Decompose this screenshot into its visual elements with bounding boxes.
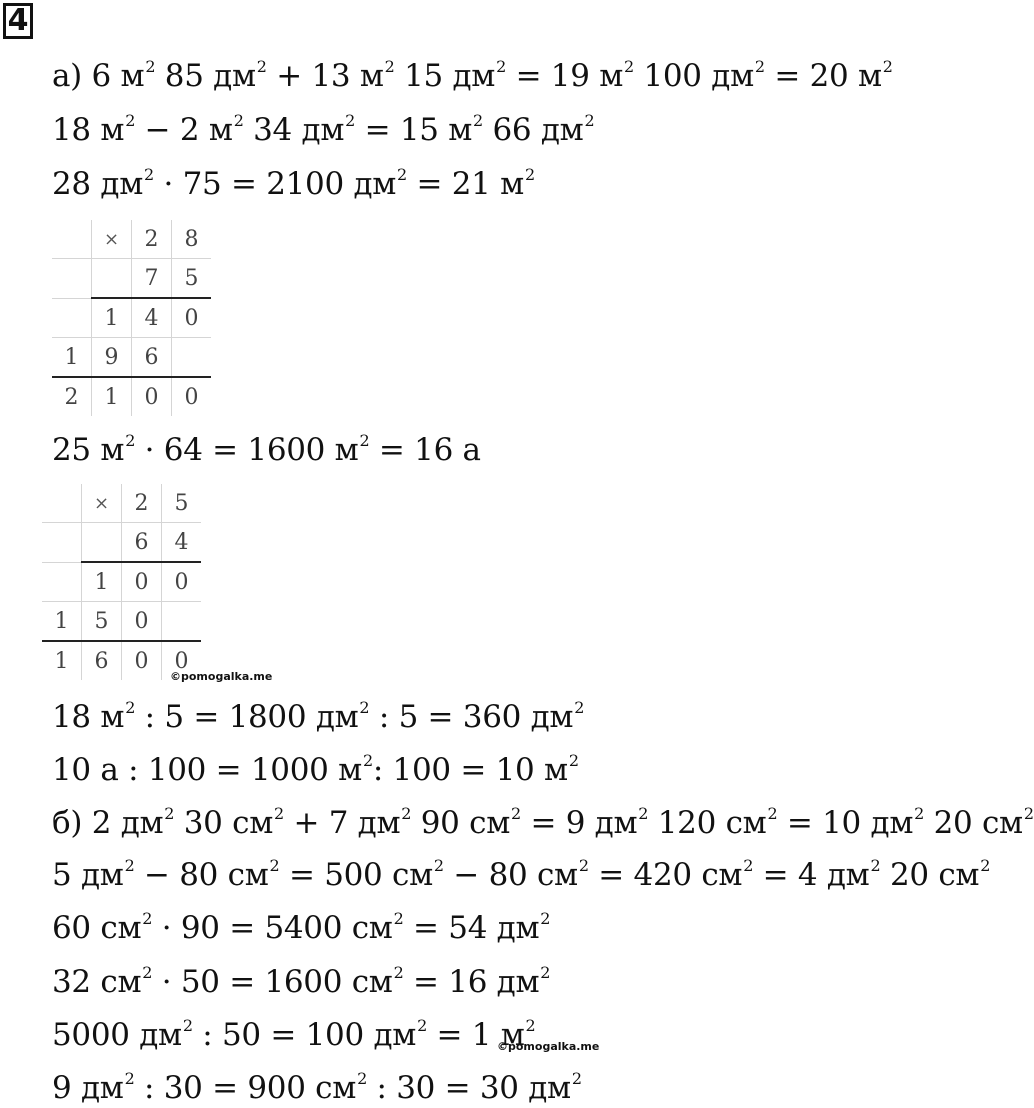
exponent: 2 (571, 1069, 582, 1088)
exponent: 2 (125, 431, 136, 450)
equation-line-a-3 (52, 164, 535, 204)
grid-digit-cell: 2 (52, 377, 92, 416)
exponent: 2 (144, 165, 154, 184)
grid-digit-cell: 4 (162, 523, 202, 563)
grid-digit-cell: 1 (92, 298, 132, 338)
exponent: 2 (767, 804, 778, 823)
exponent: 2 (417, 1016, 427, 1035)
exponent: 2 (578, 856, 589, 875)
equation-line-b-4 (52, 962, 550, 1002)
expression-text: 5000 дм (52, 1017, 182, 1053)
grid-digit-cell (52, 298, 92, 338)
expression-text: 10 а : 100 = 1000 м (52, 752, 362, 788)
exponent: 2 (182, 1016, 193, 1035)
exponent: 2 (584, 111, 595, 130)
exponent: 2 (362, 751, 373, 770)
expression-text: = 19 м (506, 58, 624, 94)
expression-text: = 4 дм (753, 857, 870, 893)
exponent: 2 (269, 856, 280, 875)
expression-text: = 54 дм (403, 910, 540, 946)
expression-text: : 30 = 900 см (134, 1070, 357, 1106)
exponent: 2 (393, 963, 404, 982)
expression-text: = 16 дм (403, 964, 540, 1000)
multiplication-grid-25x64 (42, 484, 201, 680)
expression-text: 5 дм (52, 857, 124, 893)
grid-digit-cell (42, 562, 82, 602)
grid-digit-cell: 1 (92, 377, 132, 416)
expression-text: − 80 см (443, 857, 578, 893)
equation-line-b-3 (52, 908, 550, 948)
grid-digit-cell: 7 (132, 259, 172, 299)
exponent: 2 (870, 856, 881, 875)
exponent: 2 (540, 963, 551, 982)
grid-digit-cell: 0 (172, 377, 212, 416)
exponent: 2 (256, 57, 267, 76)
expression-text: : 100 = 10 м (372, 752, 568, 788)
exponent: 2 (359, 431, 370, 450)
grid-digit-cell (52, 220, 92, 259)
grid-digit-cell: 2 (132, 220, 172, 259)
grid-digit-cell (92, 259, 132, 299)
exponent: 2 (525, 1016, 536, 1035)
multiplication-grid-28x75 (52, 220, 211, 416)
grid-digit-cell (172, 338, 212, 378)
grid-digit-cell: 1 (42, 641, 82, 680)
grid-digit-cell: 0 (132, 377, 172, 416)
equation-line-b-1 (52, 803, 1034, 843)
expression-text: 28 дм (52, 166, 144, 202)
expression-text: − 2 м (135, 112, 233, 148)
grid-digit-cell (52, 259, 92, 299)
exponent: 2 (574, 698, 585, 717)
exponent: 2 (124, 1069, 135, 1088)
expression-text: = 20 м (764, 58, 882, 94)
expression-text: 120 см (648, 805, 767, 841)
expression-text: : 30 = 30 дм (366, 1070, 571, 1106)
exponent: 2 (568, 751, 579, 770)
expression-text: а) 6 м (52, 58, 145, 94)
grid-digit-cell: 0 (172, 298, 212, 338)
expression-text: · 50 = 1600 см (152, 964, 393, 1000)
exponent: 2 (754, 57, 765, 76)
expression-text: 60 см (52, 910, 142, 946)
grid-digit-cell: 1 (82, 562, 122, 602)
expression-text: 30 см (174, 805, 274, 841)
exponent: 2 (357, 1069, 367, 1088)
equation-line-a-4 (52, 430, 481, 470)
expression-text: 9 дм (52, 1070, 124, 1106)
expression-text: 34 дм (243, 112, 345, 148)
grid-digit-cell: 6 (122, 523, 162, 563)
equation-line-b-5 (52, 1015, 535, 1055)
expression-text: 25 м (52, 432, 125, 468)
exponent: 2 (142, 963, 153, 982)
grid-digit-cell: 5 (162, 484, 202, 523)
expression-text: = 9 дм (520, 805, 638, 841)
multiply-sign: × (82, 484, 122, 523)
grid-digit-cell: 2 (122, 484, 162, 523)
grid-digit-cell (42, 484, 82, 523)
exponent: 2 (1023, 804, 1034, 823)
expression-text: + 13 м (266, 58, 384, 94)
grid-digit-cell (162, 602, 202, 642)
expression-text: 18 м (52, 699, 125, 735)
exponent: 2 (142, 909, 153, 928)
exponent: 2 (496, 57, 507, 76)
grid-digit-cell: 0 (162, 641, 202, 680)
expression-text: = 10 дм (777, 805, 914, 841)
exponent: 2 (345, 111, 356, 130)
grid-digit-cell: 6 (82, 641, 122, 680)
exponent: 2 (401, 804, 412, 823)
grid-digit-cell: 1 (52, 338, 92, 378)
grid-digit-cell: 6 (132, 338, 172, 378)
grid-digit-cell: 1 (42, 602, 82, 642)
equation-line-a-2 (52, 110, 594, 150)
expression-text: = 21 м (406, 166, 524, 202)
exponent: 2 (914, 804, 925, 823)
grid-digit-cell: 0 (162, 562, 202, 602)
expression-text: 20 см (924, 805, 1023, 841)
grid-digit-cell: 9 (92, 338, 132, 378)
equation-line-a-5 (52, 697, 584, 737)
equation-line-b-2 (52, 855, 990, 895)
expression-text: · 75 = 2100 дм (153, 166, 397, 202)
expression-text: − 80 см (134, 857, 269, 893)
expression-text: + 7 дм (283, 805, 401, 841)
exponent: 2 (882, 57, 893, 76)
exponent: 2 (393, 909, 404, 928)
task-number-box: 4 (3, 3, 33, 39)
expression-text: = 500 см (279, 857, 433, 893)
expression-text: 20 см (880, 857, 980, 893)
exponent: 2 (433, 856, 444, 875)
exponent: 2 (124, 856, 135, 875)
expression-text: = 16 а (369, 432, 481, 468)
exponent: 2 (164, 804, 175, 823)
expression-text: = 15 м (355, 112, 473, 148)
grid-digit-cell (42, 523, 82, 563)
equation-line-a-6 (52, 750, 579, 790)
grid-digit-cell: 0 (122, 562, 162, 602)
exponent: 2 (359, 698, 370, 717)
expression-text: 85 дм (155, 58, 256, 94)
expression-text: 15 дм (394, 58, 496, 94)
expression-text: б) 2 дм (52, 805, 164, 841)
exponent: 2 (384, 57, 395, 76)
grid-digit-cell: 0 (122, 641, 162, 680)
grid-digit-cell: 8 (172, 220, 212, 259)
exponent: 2 (624, 57, 634, 76)
exponent: 2 (638, 804, 649, 823)
grid-digit-cell: 4 (132, 298, 172, 338)
expression-text: · 90 = 5400 см (152, 910, 393, 946)
grid-digit-cell: 0 (122, 602, 162, 642)
exponent: 2 (473, 111, 483, 130)
exponent: 2 (125, 698, 136, 717)
expression-text: · 64 = 1600 м (135, 432, 359, 468)
expression-text: 18 м (52, 112, 125, 148)
expression-text: 100 дм (633, 58, 754, 94)
exponent: 2 (980, 856, 991, 875)
exponent: 2 (511, 804, 521, 823)
exponent: 2 (125, 111, 136, 130)
watermark: ©pomogalka.me (170, 670, 273, 683)
exponent: 2 (524, 165, 535, 184)
expression-text: = 420 см (588, 857, 743, 893)
expression-text: 66 дм (482, 112, 584, 148)
expression-text: = 1 м (426, 1017, 525, 1053)
multiply-sign: × (92, 220, 132, 259)
expression-text: : 5 = 360 дм (369, 699, 574, 735)
expression-text: : 5 = 1800 дм (135, 699, 359, 735)
watermark-2: ©pomogalka.me (497, 1040, 600, 1053)
expression-text: 32 см (52, 964, 142, 1000)
exponent: 2 (397, 165, 407, 184)
grid-digit-cell: 5 (82, 602, 122, 642)
grid-digit-cell (82, 523, 122, 563)
exponent: 2 (274, 804, 284, 823)
grid-digit-cell: 5 (172, 259, 212, 299)
exponent: 2 (145, 57, 156, 76)
equation-line-a-1 (52, 56, 893, 96)
expression-text: : 50 = 100 дм (192, 1017, 417, 1053)
equation-line-b-6 (52, 1068, 582, 1108)
exponent: 2 (743, 856, 754, 875)
exponent: 2 (233, 111, 244, 130)
expression-text: 90 см (411, 805, 511, 841)
exponent: 2 (540, 909, 551, 928)
